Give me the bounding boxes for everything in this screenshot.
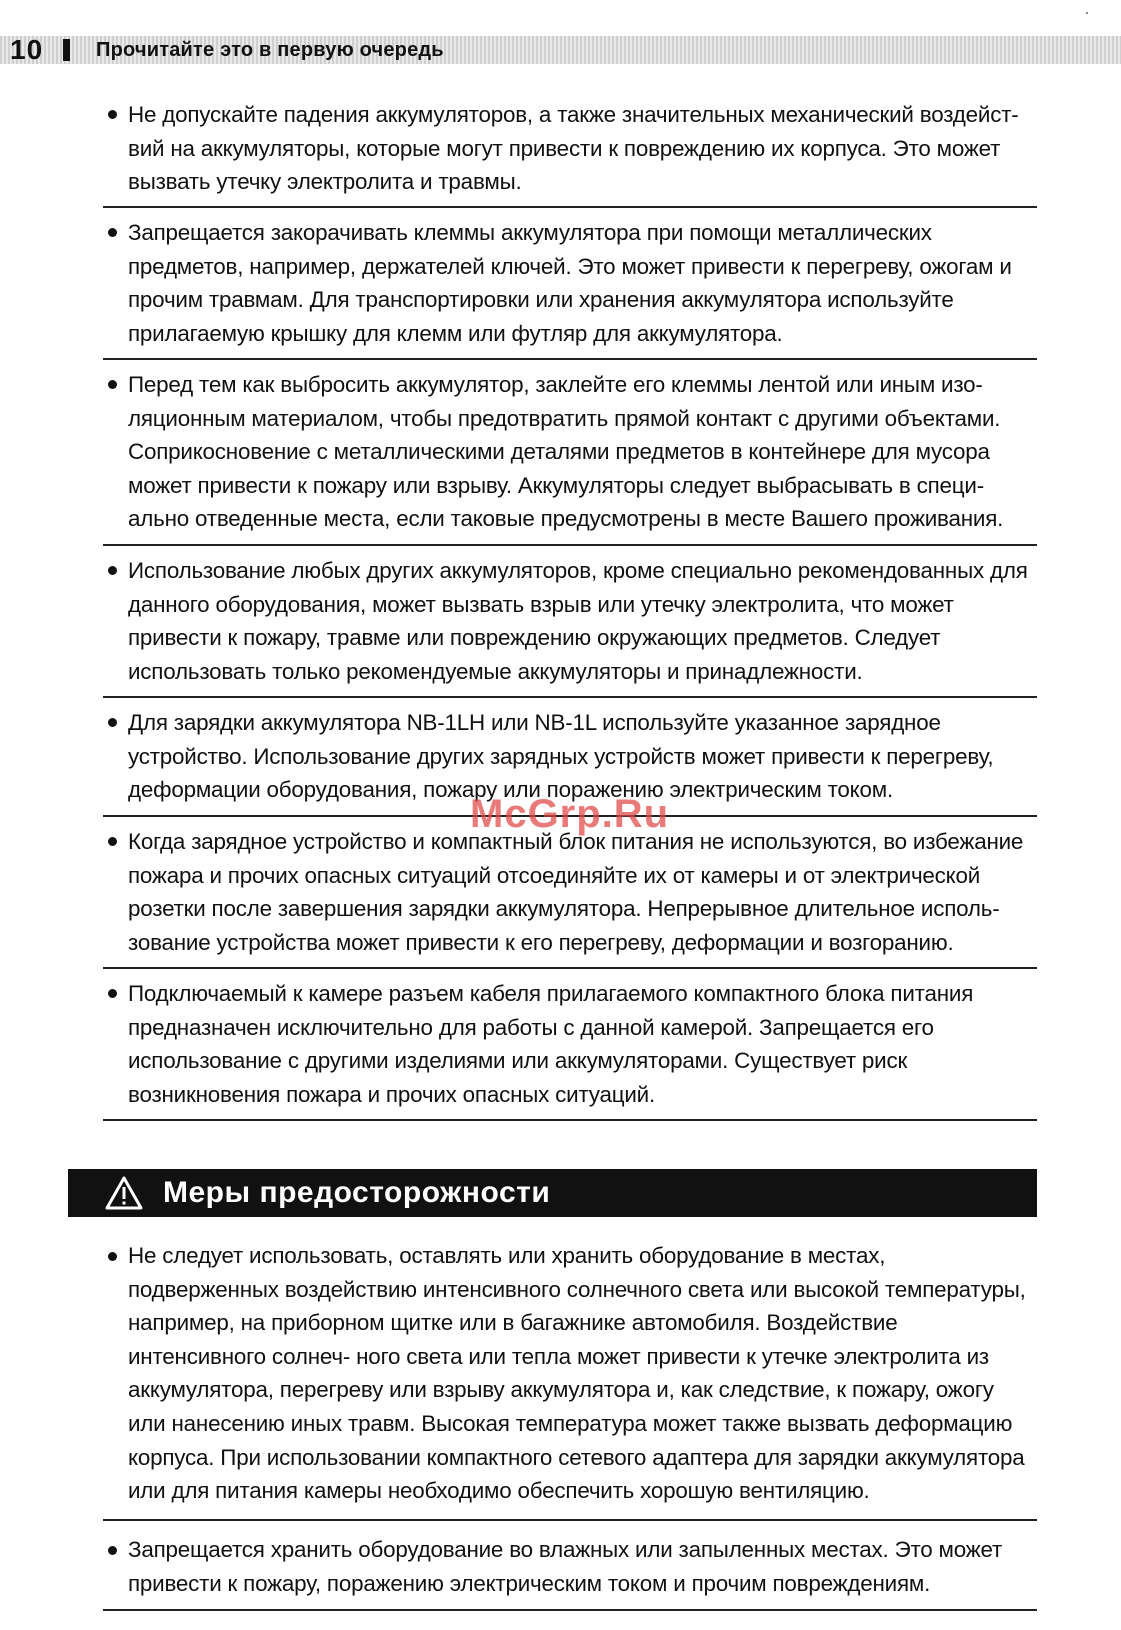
page-number: 10 (10, 34, 44, 65)
item-text: Запрещается закорачивать клеммы аккумулятора при помощи металлических предметов, например, держателей ключей. Это может привести к перегреву, ожогам и прочим травмам. Для транспортировки или хранения аккумулятора используйте прилагаемую крышку для клемм или футляр для аккумулятора. (128, 220, 1012, 346)
page-header (0, 36, 1121, 64)
header-title: Прочитайте это в первую очередь (96, 39, 444, 61)
watermark: McGrp.Ru (470, 792, 670, 836)
list-item (103, 84, 1037, 208)
scan-speck (1086, 12, 1088, 14)
bullet-icon (108, 1252, 117, 1261)
section-header (68, 1169, 1037, 1217)
bullet-icon (108, 228, 117, 237)
item-text: Использование любых других аккумуляторов, кроме специально рекомендованных для данного оборудования, может вызвать взрыв или утечку электролита, что может привести к пожару, травме или повреждению окружающих предметов. Следует использовать только рекомендуемые аккумуляторы и принадлежности. (128, 558, 1028, 684)
warning-list (103, 84, 1037, 1121)
list-item (103, 1521, 1037, 1611)
item-text: Когда зарядное устройство и компактный блок питания не используются, во избежание пожара и прочих опасных ситуаций отсоединяйте их от камеры и от электрической розетки после завершения зарядки аккумулятора. Непрерывное длительное исполь- зование устройства может привести к его перегреву, деформации и возгоранию. (128, 829, 1024, 955)
item-text: Запрещается хранить оборудование во влажных или запыленных местах. Это может привести к пожару, поражению электрическим током и прочим повреждениям. (128, 1537, 1003, 1596)
bullet-icon (108, 1546, 117, 1555)
item-text: Перед тем как выбросить аккумулятор, заклейте его клеммы лентой или иным изо- ляционным материалом, чтобы предотвратить прямой контакт с другими объектами. Соприкосновение с металлическими деталями предметов в контейнере для мусора может привести к пожару или взрыву. Аккумуляторы следует выбрасывать в специ- ально отведенные места, если таковые предусмотрены в месте Вашего проживания. (128, 372, 1004, 532)
bullet-icon (108, 989, 117, 998)
list-item (103, 360, 1037, 546)
header-divider (63, 39, 70, 61)
bullet-icon (108, 718, 117, 727)
item-text: Не следует использовать, оставлять или хранить оборудование в местах, подверженных воздействию интенсивного солнечного света или высокой температуры, например, на приборном щитке или в багажнике автомобиля. Воздействие интенсивного солнеч- ного света или тепла может привести к утечке электролита из аккумулятора, перегреву или взрыву аккумулятора и, как следствие, к пожару, ожогу или нанесению иных травм. Высокая температура может также вызвать деформацию корпуса. При использовании компактного сетевого адаптера для зарядки аккумулятора или для питания камеры необходимо обеспечить хорошую вентиляцию. (128, 1243, 1026, 1504)
item-text: Не допускайте падения аккумуляторов, а также значительных механический воздейст- вий на аккумуляторы, которые могут привести к повреждению их корпуса. Это может вызвать утечку электролита и травмы. (128, 102, 1019, 195)
bullet-icon (108, 110, 117, 119)
item-text: Подключаемый к камере разъем кабеля прилагаемого компактного блока питания предназначен исключительно для работы с данной камерой. Запрещается его использование с другими изделиями или аккумуляторами. Существует риск возникновения пожара и прочих опасных ситуаций. (128, 981, 974, 1107)
list-item (103, 208, 1037, 360)
bullet-icon (108, 837, 117, 846)
list-item (103, 969, 1037, 1121)
bullet-icon (108, 380, 117, 389)
warning-triangle-icon (104, 1175, 144, 1211)
bullet-icon (108, 566, 117, 575)
precautions-list (103, 1227, 1037, 1611)
section-title: Меры предосторожности (163, 1176, 551, 1209)
list-item (103, 546, 1037, 698)
list-item (103, 1227, 1037, 1521)
list-item (103, 817, 1037, 969)
item-text: Для зарядки аккумулятора NB-1LH или NB-1L используйте указанное зарядное устройство. Использование других зарядных устройств может привести к перегреву, деформации оборудования, пожару или поражению электрическим током. (128, 710, 994, 803)
